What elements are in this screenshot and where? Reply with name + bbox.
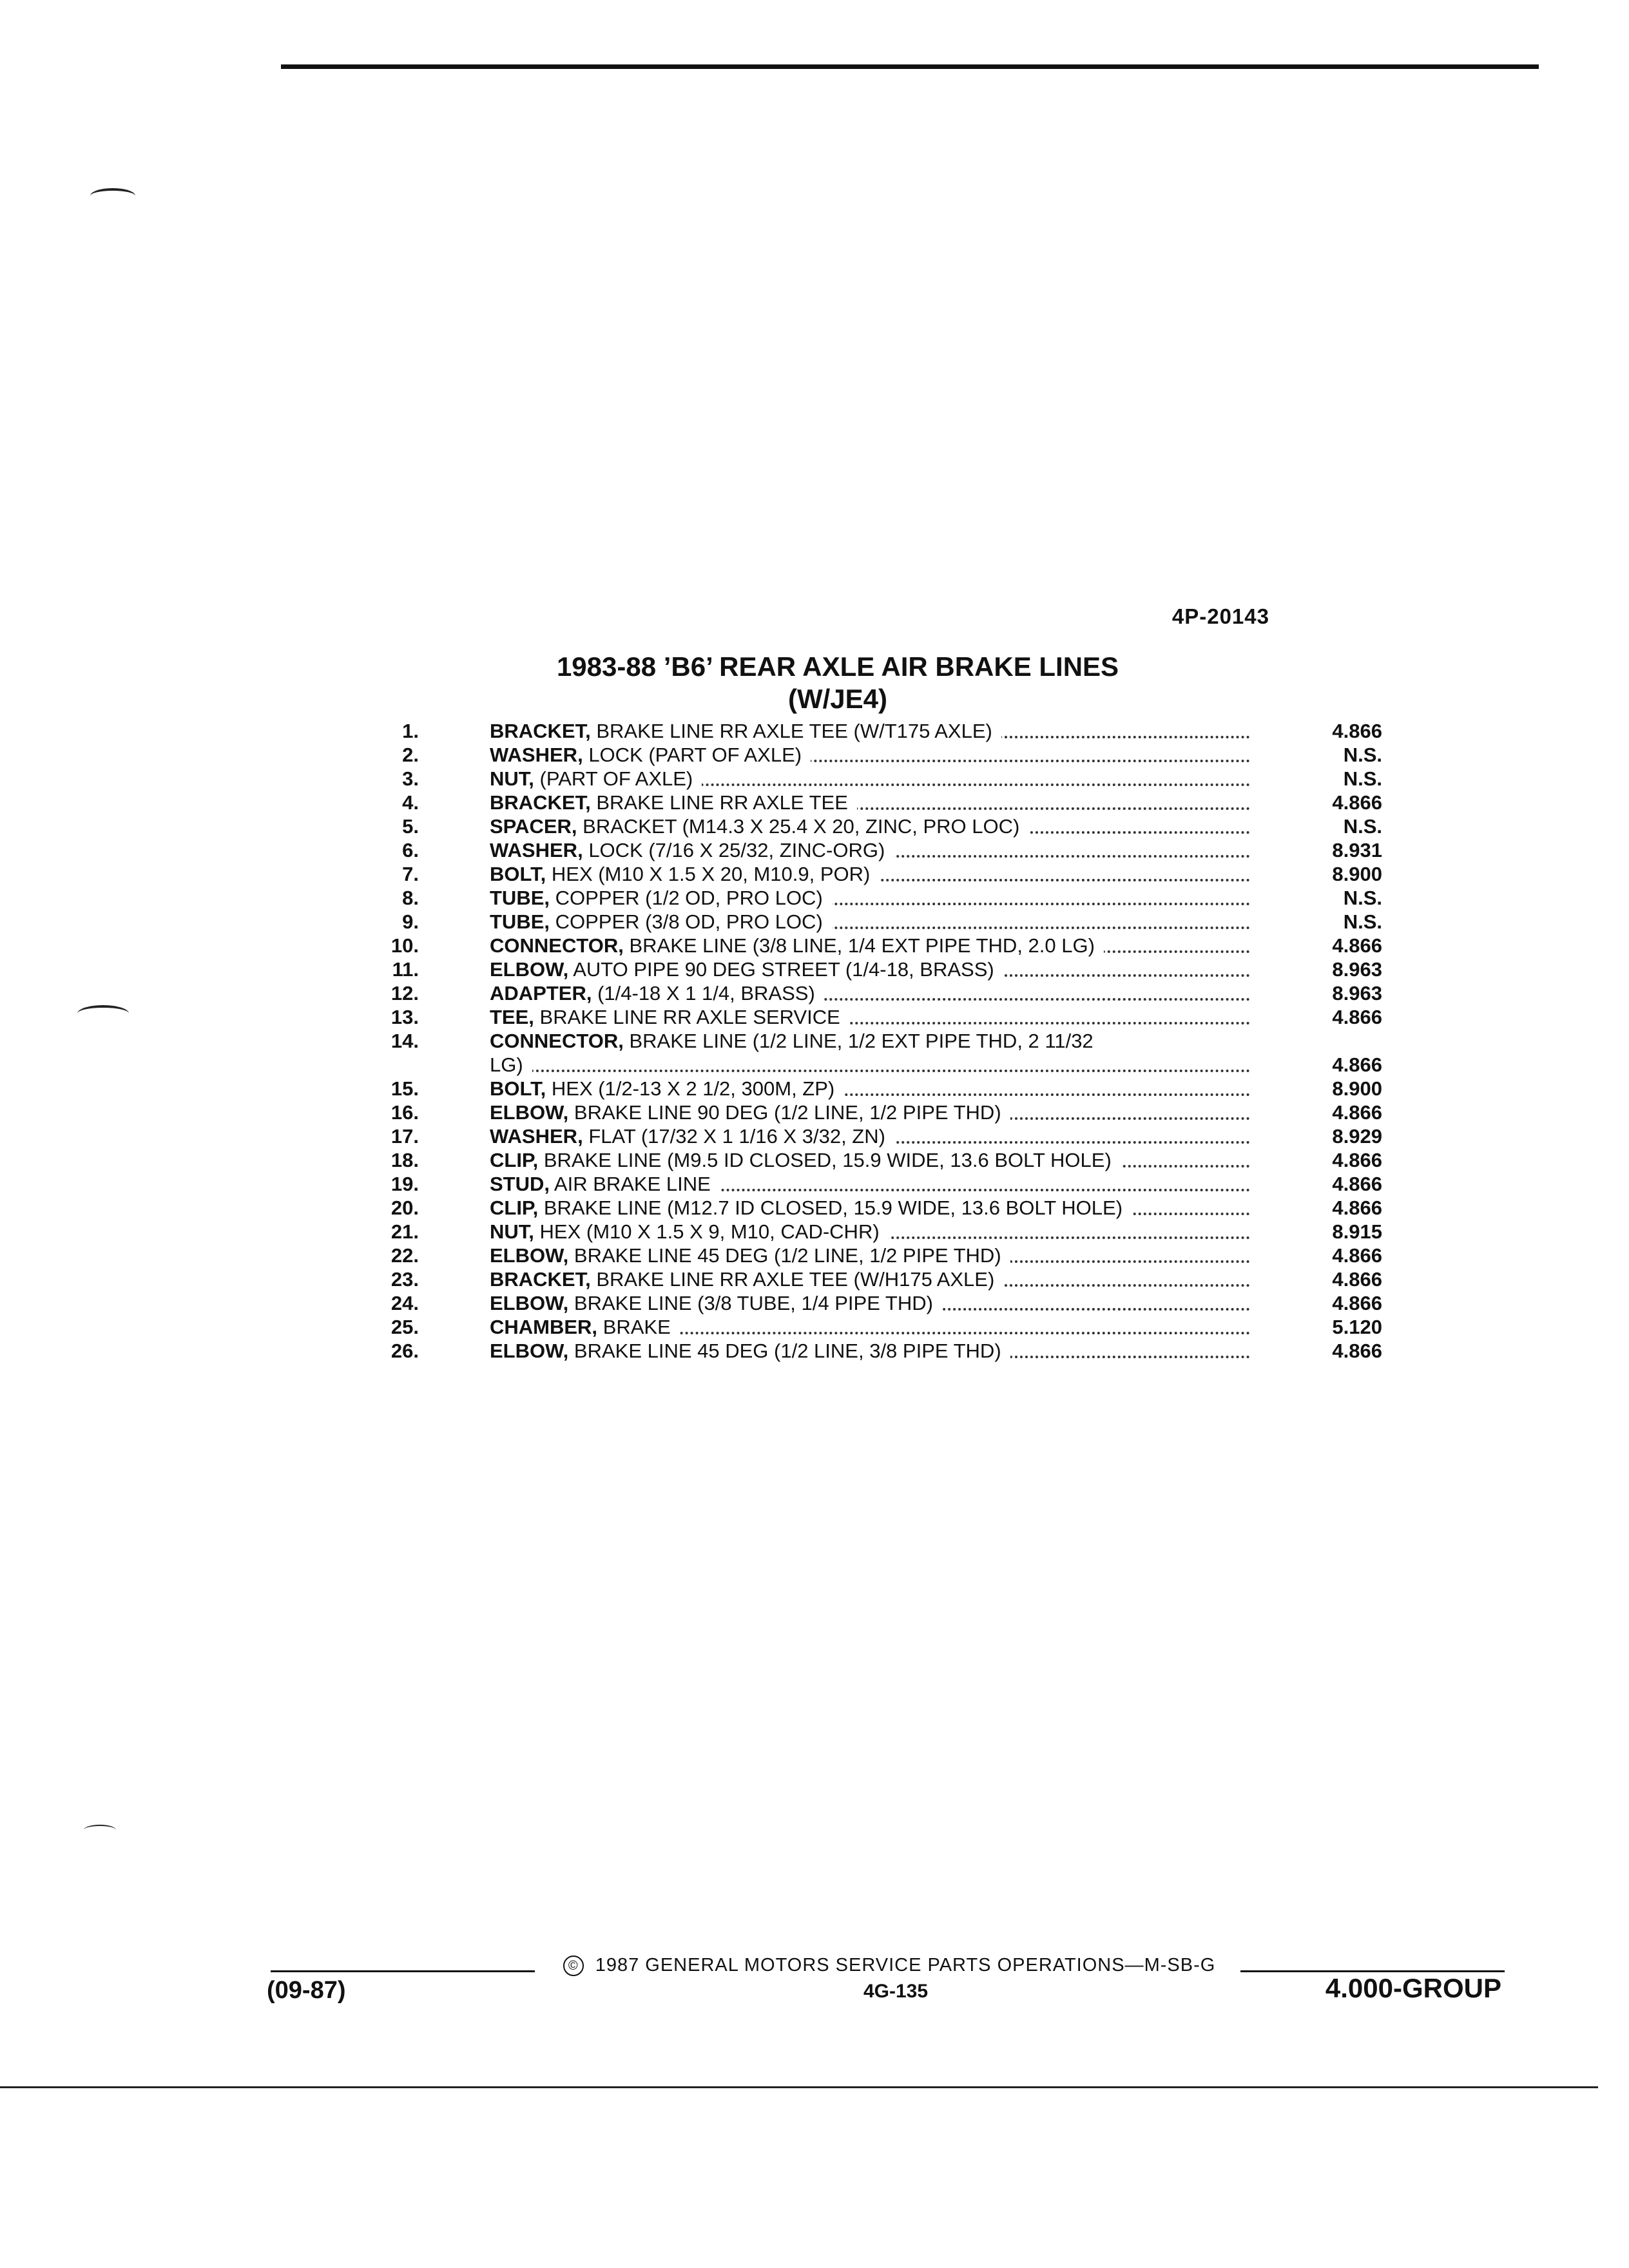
part-description xyxy=(490,1196,1250,1220)
part-row xyxy=(361,1100,1392,1124)
group-label: 4.000-GROUP xyxy=(1325,1973,1501,2003)
parts-list xyxy=(361,719,1392,1363)
top-rule xyxy=(281,64,1539,69)
part-row xyxy=(361,910,1392,934)
part-name: BRACKET, xyxy=(490,1268,591,1291)
part-row xyxy=(361,838,1392,862)
part-number: 6. xyxy=(402,839,419,861)
part-name: CONNECTOR, xyxy=(490,934,624,957)
group-number: 4.866 xyxy=(1332,1292,1382,1314)
part-row xyxy=(361,1291,1392,1315)
part-number: 16. xyxy=(390,1101,419,1124)
part-row xyxy=(361,1005,1392,1029)
part-detail: BRAKE LINE (3/8 LINE, 1/4 EXT PIPE THD, 2.0 LG) xyxy=(629,934,1095,957)
part-name: BOLT, xyxy=(490,1077,546,1100)
part-description xyxy=(490,981,1250,1005)
part-description xyxy=(490,957,1250,981)
date-code: (09-87) xyxy=(267,1977,346,2004)
margin-mark xyxy=(84,1825,116,1835)
part-name: CLIP, xyxy=(490,1196,539,1219)
part-row xyxy=(361,743,1392,767)
part-description xyxy=(490,1339,1250,1363)
margin-mark xyxy=(77,1005,129,1022)
part-name: WASHER, xyxy=(490,1125,583,1148)
part-description xyxy=(490,767,1250,791)
part-number: 17. xyxy=(390,1125,419,1148)
part-name: CLIP, xyxy=(490,1149,539,1171)
dot-leader xyxy=(490,1070,1250,1072)
part-detail: (PART OF AXLE) xyxy=(539,767,693,790)
part-row xyxy=(361,767,1392,791)
part-detail: BRAKE LINE RR AXLE TEE xyxy=(596,791,848,814)
part-detail: FLAT (17/32 X 1 1/16 X 3/32, ZN) xyxy=(588,1125,885,1148)
part-row xyxy=(361,1196,1392,1220)
part-number: 7. xyxy=(402,863,419,885)
part-description xyxy=(490,743,1250,767)
part-row xyxy=(361,1077,1392,1100)
group-number: N.S. xyxy=(1343,910,1382,933)
part-name: BOLT, xyxy=(490,863,546,885)
part-description xyxy=(490,1172,1250,1196)
part-row xyxy=(361,1220,1392,1244)
part-name: NUT, xyxy=(490,767,534,790)
part-number: 12. xyxy=(390,982,419,1004)
copyright-icon: © xyxy=(563,1956,584,1976)
part-detail: HEX (M10 X 1.5 X 9, M10, CAD-CHR) xyxy=(539,1220,880,1243)
part-number: 3. xyxy=(402,767,419,790)
part-row xyxy=(361,1315,1392,1339)
part-description xyxy=(490,1148,1250,1172)
part-name: TUBE, xyxy=(490,910,550,933)
part-number: 11. xyxy=(392,958,419,981)
part-row xyxy=(361,814,1392,838)
group-number: 4.866 xyxy=(1332,1006,1382,1028)
group-number: 4.866 xyxy=(1332,791,1382,814)
part-description xyxy=(490,1077,1250,1100)
part-description xyxy=(490,1220,1250,1244)
part-detail: BRAKE LINE 45 DEG (1/2 LINE, 1/2 PIPE THD) xyxy=(574,1244,1001,1267)
group-number: 4.866 xyxy=(1332,1340,1382,1362)
part-row xyxy=(361,1148,1392,1172)
part-description xyxy=(490,1100,1250,1124)
part-name: ELBOW, xyxy=(490,1292,569,1314)
part-name: STUD, xyxy=(490,1173,550,1195)
group-number: 4.866 xyxy=(1332,1268,1382,1291)
part-detail: COPPER (3/8 OD, PRO LOC) xyxy=(555,910,823,933)
group-number: N.S. xyxy=(1343,815,1382,838)
margin-mark xyxy=(90,188,135,204)
group-number: 4.866 xyxy=(1332,1196,1382,1219)
part-detail: BRACKET (M14.3 X 25.4 X 20, ZINC, PRO LOC) xyxy=(583,815,1020,838)
part-name: TUBE, xyxy=(490,887,550,909)
part-description xyxy=(490,838,1250,862)
copyright-notice xyxy=(538,1955,1240,1976)
part-detail: BRAKE LINE RR AXLE TEE (W/H175 AXLE) xyxy=(596,1268,995,1291)
part-row xyxy=(361,1267,1392,1291)
page-title xyxy=(400,651,1276,715)
part-row xyxy=(361,886,1392,910)
group-number: 4.866 xyxy=(1332,720,1382,742)
part-detail: (1/4-18 X 1 1/4, BRASS) xyxy=(597,982,815,1004)
part-description xyxy=(490,862,1250,886)
part-detail: LOCK (7/16 X 25/32, ZINC-ORG) xyxy=(588,839,885,861)
part-number: 9. xyxy=(402,910,419,933)
part-row xyxy=(361,719,1392,743)
footer-rule-left xyxy=(271,1970,535,1972)
part-number: 5. xyxy=(402,815,419,838)
part-row xyxy=(361,1172,1392,1196)
part-number: 4. xyxy=(402,791,419,814)
group-number: 8.900 xyxy=(1332,1077,1382,1100)
group-number: 8.963 xyxy=(1332,958,1382,981)
part-name: TEE, xyxy=(490,1006,534,1028)
part-description xyxy=(490,719,1250,743)
part-detail: BRAKE LINE RR AXLE SERVICE xyxy=(539,1006,840,1028)
group-number: 8.915 xyxy=(1332,1220,1382,1243)
part-description xyxy=(490,814,1250,838)
group-number: N.S. xyxy=(1343,887,1382,909)
part-row xyxy=(361,934,1392,957)
part-detail: HEX (1/2-13 X 2 1/2, 300M, ZP) xyxy=(551,1077,835,1100)
part-name: ELBOW, xyxy=(490,1101,569,1124)
document-number: 4P-20143 xyxy=(1171,604,1269,628)
part-detail: BRAKE xyxy=(602,1316,671,1338)
part-detail: LOCK (PART OF AXLE) xyxy=(588,744,802,766)
part-number: 2. xyxy=(402,744,419,766)
part-detail: BRAKE LINE (3/8 TUBE, 1/4 PIPE THD) xyxy=(574,1292,933,1314)
part-detail: HEX (M10 X 1.5 X 20, M10.9, POR) xyxy=(551,863,871,885)
part-name: ELBOW, xyxy=(490,1244,569,1267)
group-number: 8.931 xyxy=(1332,839,1382,861)
group-number: 4.866 xyxy=(1332,1101,1382,1124)
part-name: SPACER, xyxy=(490,815,577,838)
part-number: 23. xyxy=(390,1268,419,1291)
group-number: 4.866 xyxy=(1332,1053,1382,1076)
group-number: 5.120 xyxy=(1332,1316,1382,1338)
group-number: 4.866 xyxy=(1332,934,1382,957)
part-description xyxy=(490,791,1250,814)
part-description xyxy=(490,1124,1250,1148)
part-name: ADAPTER, xyxy=(490,982,592,1004)
group-number: 8.963 xyxy=(1332,982,1382,1004)
part-row xyxy=(361,1339,1392,1363)
page-number: 4G-135 xyxy=(863,1981,929,2002)
group-number: N.S. xyxy=(1343,744,1382,766)
part-description xyxy=(490,1267,1250,1291)
part-name: WASHER, xyxy=(490,839,583,861)
copyright-text: 1987 GENERAL MOTORS SERVICE PARTS OPERATIONS—M-SB-G xyxy=(595,1955,1216,1975)
part-number: 24. xyxy=(390,1292,419,1314)
part-number: 14. xyxy=(390,1030,419,1052)
part-description xyxy=(490,910,1250,934)
title-line-2: (W/JE4) xyxy=(787,684,887,714)
part-number: 10. xyxy=(390,934,419,957)
part-number: 15. xyxy=(390,1077,419,1100)
group-number: 8.929 xyxy=(1332,1125,1382,1148)
part-description xyxy=(490,1005,1250,1029)
part-name: NUT, xyxy=(490,1220,534,1243)
part-detail: BRAKE LINE (M12.7 ID CLOSED, 15.9 WIDE, 13.6 BOLT HOLE) xyxy=(543,1196,1123,1219)
group-number: 4.866 xyxy=(1332,1244,1382,1267)
part-detail: AUTO PIPE 90 DEG STREET (1/4-18, BRASS) xyxy=(573,958,994,981)
part-row xyxy=(361,1124,1392,1148)
title-line-1: 1983-88 ’B6’ REAR AXLE AIR BRAKE LINES xyxy=(556,651,1119,682)
part-number: 13. xyxy=(390,1006,419,1028)
part-detail-continued: LG) xyxy=(490,1053,532,1077)
part-number: 25. xyxy=(390,1316,419,1338)
part-name: WASHER, xyxy=(490,744,583,766)
part-description xyxy=(490,1315,1250,1339)
part-name: CONNECTOR, xyxy=(490,1030,624,1052)
part-name: CHAMBER, xyxy=(490,1316,598,1338)
group-number: 4.866 xyxy=(1332,1149,1382,1171)
bottom-rule xyxy=(0,2086,1598,2088)
part-number: 1. xyxy=(402,720,419,742)
part-name: BRACKET, xyxy=(490,791,591,814)
part-row xyxy=(361,1244,1392,1267)
part-name: ELBOW, xyxy=(490,958,569,981)
part-detail: BRAKE LINE 45 DEG (1/2 LINE, 3/8 PIPE THD) xyxy=(574,1340,1001,1362)
part-number: 26. xyxy=(390,1340,419,1362)
part-row xyxy=(361,957,1392,981)
part-row xyxy=(361,791,1392,814)
part-number: 18. xyxy=(390,1149,419,1171)
part-number: 22. xyxy=(390,1244,419,1267)
part-number: 20. xyxy=(390,1196,419,1219)
part-description xyxy=(490,1029,1250,1077)
part-description xyxy=(490,1244,1250,1267)
part-number: 8. xyxy=(402,887,419,909)
part-detail: BRAKE LINE 90 DEG (1/2 LINE, 1/2 PIPE THD) xyxy=(574,1101,1001,1124)
footer-rule-right xyxy=(1240,1970,1505,1972)
part-description xyxy=(490,1291,1250,1315)
part-detail: BRAKE LINE (1/2 LINE, 1/2 EXT PIPE THD, 2 11/32 xyxy=(629,1030,1094,1052)
group-number: N.S. xyxy=(1343,767,1382,790)
part-row xyxy=(361,862,1392,886)
part-description xyxy=(490,934,1250,957)
part-detail: BRAKE LINE (M9.5 ID CLOSED, 15.9 WIDE, 13.6 BOLT HOLE) xyxy=(543,1149,1112,1171)
part-description xyxy=(490,886,1250,910)
group-number: 4.866 xyxy=(1332,1173,1382,1195)
part-number: 19. xyxy=(390,1173,419,1195)
part-name: ELBOW, xyxy=(490,1340,569,1362)
group-number: 8.900 xyxy=(1332,863,1382,885)
part-row xyxy=(361,981,1392,1005)
part-detail: COPPER (1/2 OD, PRO LOC) xyxy=(555,887,823,909)
part-name: BRACKET, xyxy=(490,720,591,742)
part-detail: BRAKE LINE RR AXLE TEE (W/T175 AXLE) xyxy=(596,720,992,742)
part-row xyxy=(361,1029,1392,1077)
part-detail: AIR BRAKE LINE xyxy=(554,1173,711,1195)
part-number: 21. xyxy=(390,1220,419,1243)
